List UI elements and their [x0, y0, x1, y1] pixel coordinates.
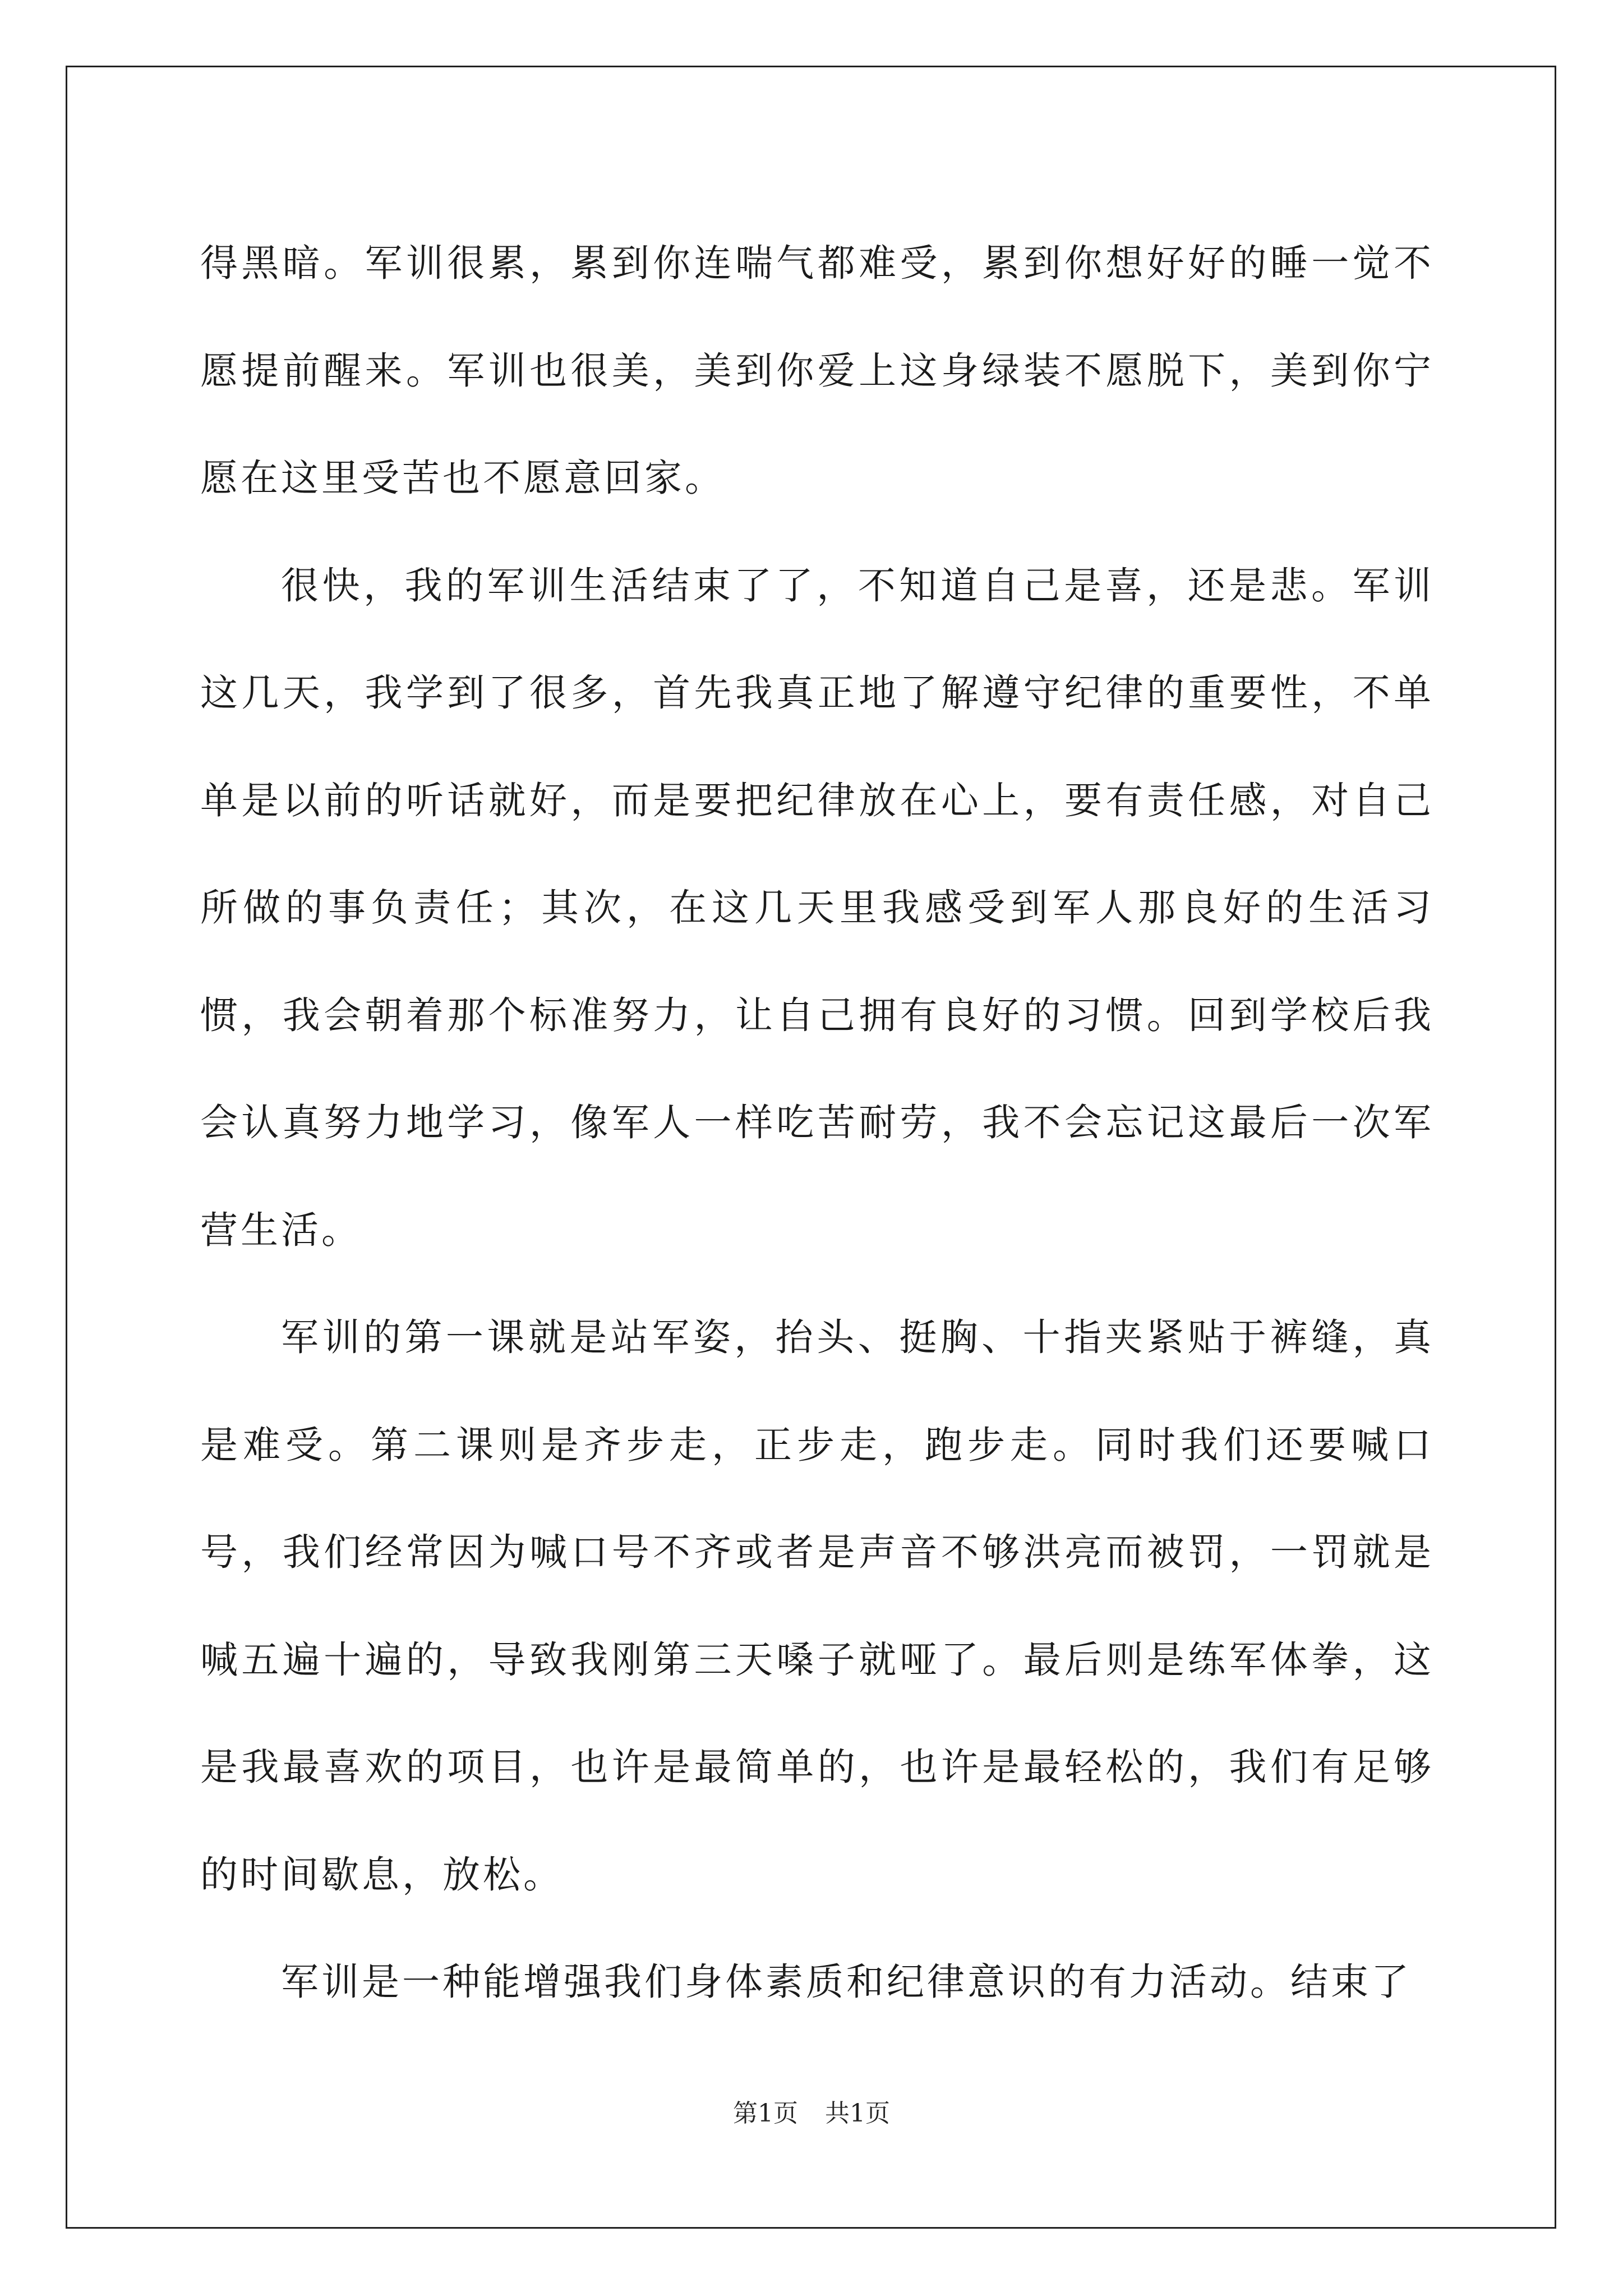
paragraph-1: 得黑暗。军训很累，累到你连喘气都难受，累到你想好好的睡一觉不愿提前醒来。军训也很美，美到你爱上这身绿装不愿脱下，美到你宁愿在这里受苦也不愿意回家。 [200, 241, 1434, 500]
document-body [200, 210, 1434, 2036]
paragraph-2: 很快，我的军训生活结束了了，不知道自己是喜，还是悲。军训这几天，我学到了很多，首先我真正地了解遵守纪律的重要性，不单单是以前的听话就好，而是要把纪律放在心上，要有责任感，对自己所做的事负责任；其次，在这几天里我感受到军人那良好的生活习惯，我会朝着那个标准努力，让自己拥有良好的习惯。回到学校后我会认真努力地学习，像军人一样吃苦耐劳，我不会忘记这最后一次军营生活。 [200, 563, 1434, 1252]
page-footer [0, 2097, 1623, 2131]
paragraph-3: 军训的第一课就是站军姿，抬头、挺胸、十指夹紧贴于裤缝，真是难受。第二课则是齐步走，正步走，跑步走。同时我们还要喊口号，我们经常因为喊口号不齐或者是声音不够洪亮而被罚，一罚就是喊五遍十遍的，导致我刚第三天嗓子就哑了。最后则是练军体拳，这是我最喜欢的项目，也许是最简单的，也许是最轻松的，我们有足够的时间歇息，放松。 [200, 1315, 1434, 1897]
page-number-current: 第1页 [733, 2099, 798, 2128]
paragraph-4: 军训是一种能增强我们身体素质和纪律意识的有力活动。结束了 [281, 1960, 1412, 2004]
page-number-total: 共1页 [825, 2099, 890, 2128]
